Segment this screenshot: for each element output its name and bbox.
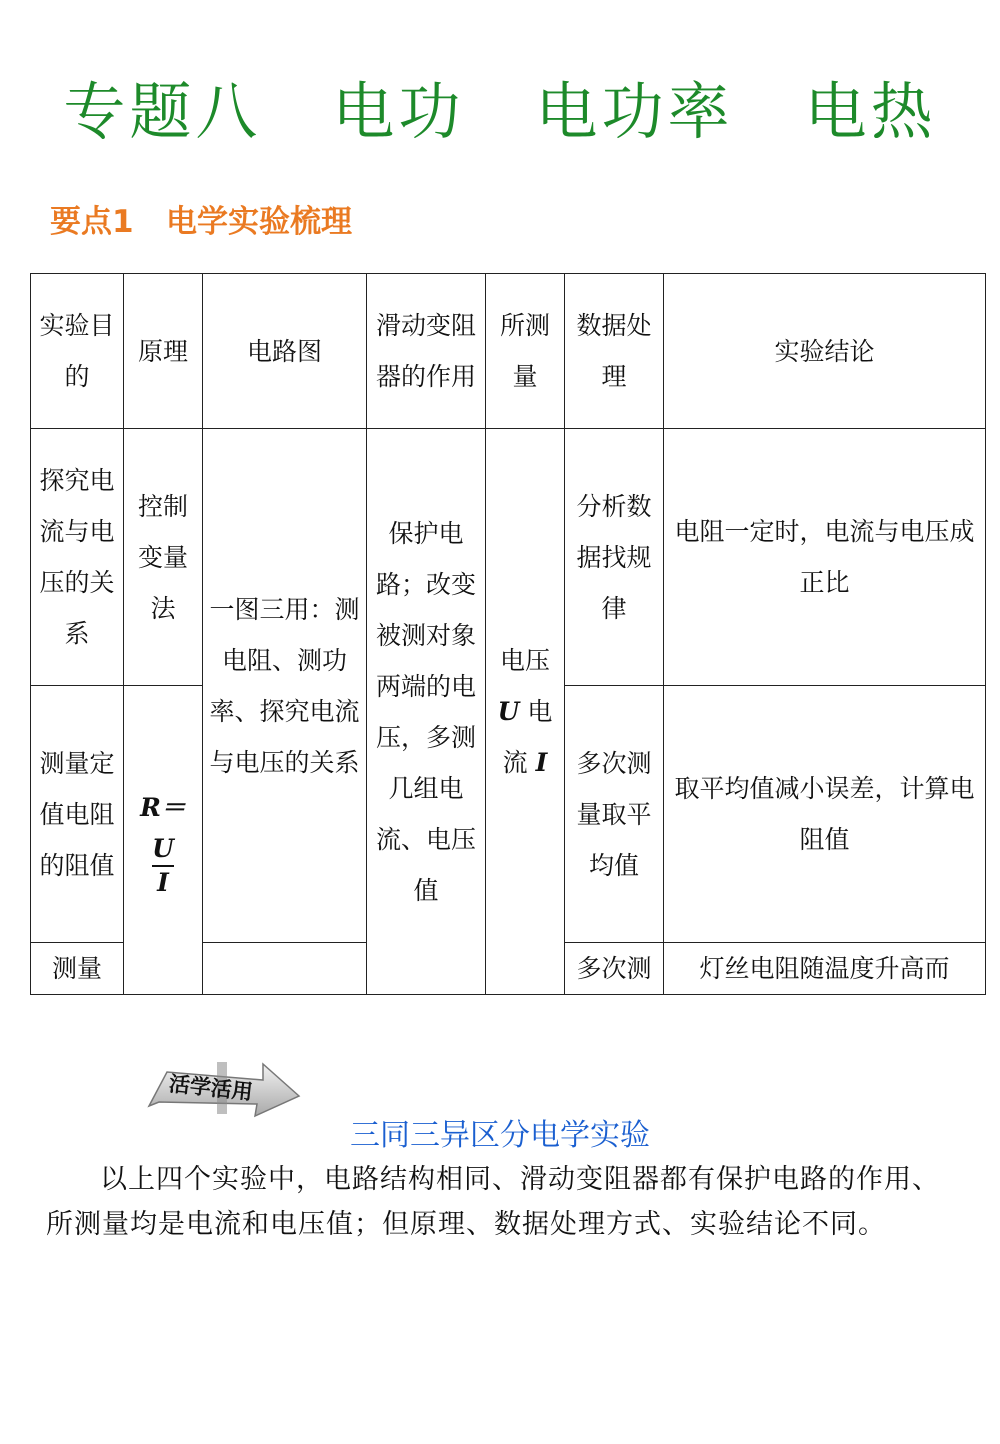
practice-badge [145,1058,303,1118]
cell-principle: 控制变量法 [124,429,203,686]
body-paragraph: 以上四个实验中，电路结构相同、滑动变阻器都有保护电路的作用、所测量均是电流和电压值；但原理、数据处理方式、实验结论不同。 [46,1164,940,1240]
cell-circuit: 一图三用：测电阻、测功率、探究电流与电压的关系 [203,429,367,943]
cell-data-processing: 分析数据找规律 [565,429,664,686]
subheading: 三同三异区分电学实验 [350,1118,650,1153]
measured-current-label: 电流 [502,697,553,777]
cell-measured-quantity [486,429,565,995]
header-cell: 电路图 [203,274,367,429]
cell-purpose: 测量定值电阻的阻值 [31,686,124,943]
formula-lhs: R＝ [140,792,186,822]
cell-data-processing: 多次测 [565,943,664,995]
formula-fraction [152,833,174,899]
cell-purpose: 探究电流与电压的关系 [31,429,124,686]
cell-rheostat-role: 保护电路；改变被测对象两端的电压，多测几组电流、电压值 [367,429,486,995]
cell-conclusion: 电阻一定时，电流与电压成正比 [664,429,986,686]
formula-numerator: U [152,833,174,867]
cell-conclusion: 灯丝电阻随温度升高而 [664,943,986,995]
formula-denominator: I [157,867,169,897]
cell-circuit [203,943,367,995]
table-header-row [31,274,986,429]
header-cell: 滑动变阻器的作用 [367,274,486,429]
measured-voltage-label: 电压 [499,646,550,675]
cell-conclusion: 取平均值减小误差，计算电阻值 [664,686,986,943]
cell-purpose: 测量 [31,943,124,995]
header-cell: 原理 [124,274,203,429]
badge-label: 活学活用 [167,1071,254,1105]
cell-data-processing: 多次测量取平均值 [565,686,664,943]
page-title: 专题八 电功 电功率 电热 [63,75,937,148]
header-cell: 实验目的 [31,274,124,429]
header-cell: 所测量 [486,274,565,429]
symbol-i: I [535,748,548,777]
experiment-summary-table [30,273,986,995]
header-cell: 数据处理 [565,274,664,429]
header-cell: 实验结论 [664,274,986,429]
symbol-u: U [497,697,520,726]
table-row [31,429,986,686]
section-heading: 要点1 电学实验梳理 [50,204,352,240]
cell-principle-formula [124,686,203,995]
